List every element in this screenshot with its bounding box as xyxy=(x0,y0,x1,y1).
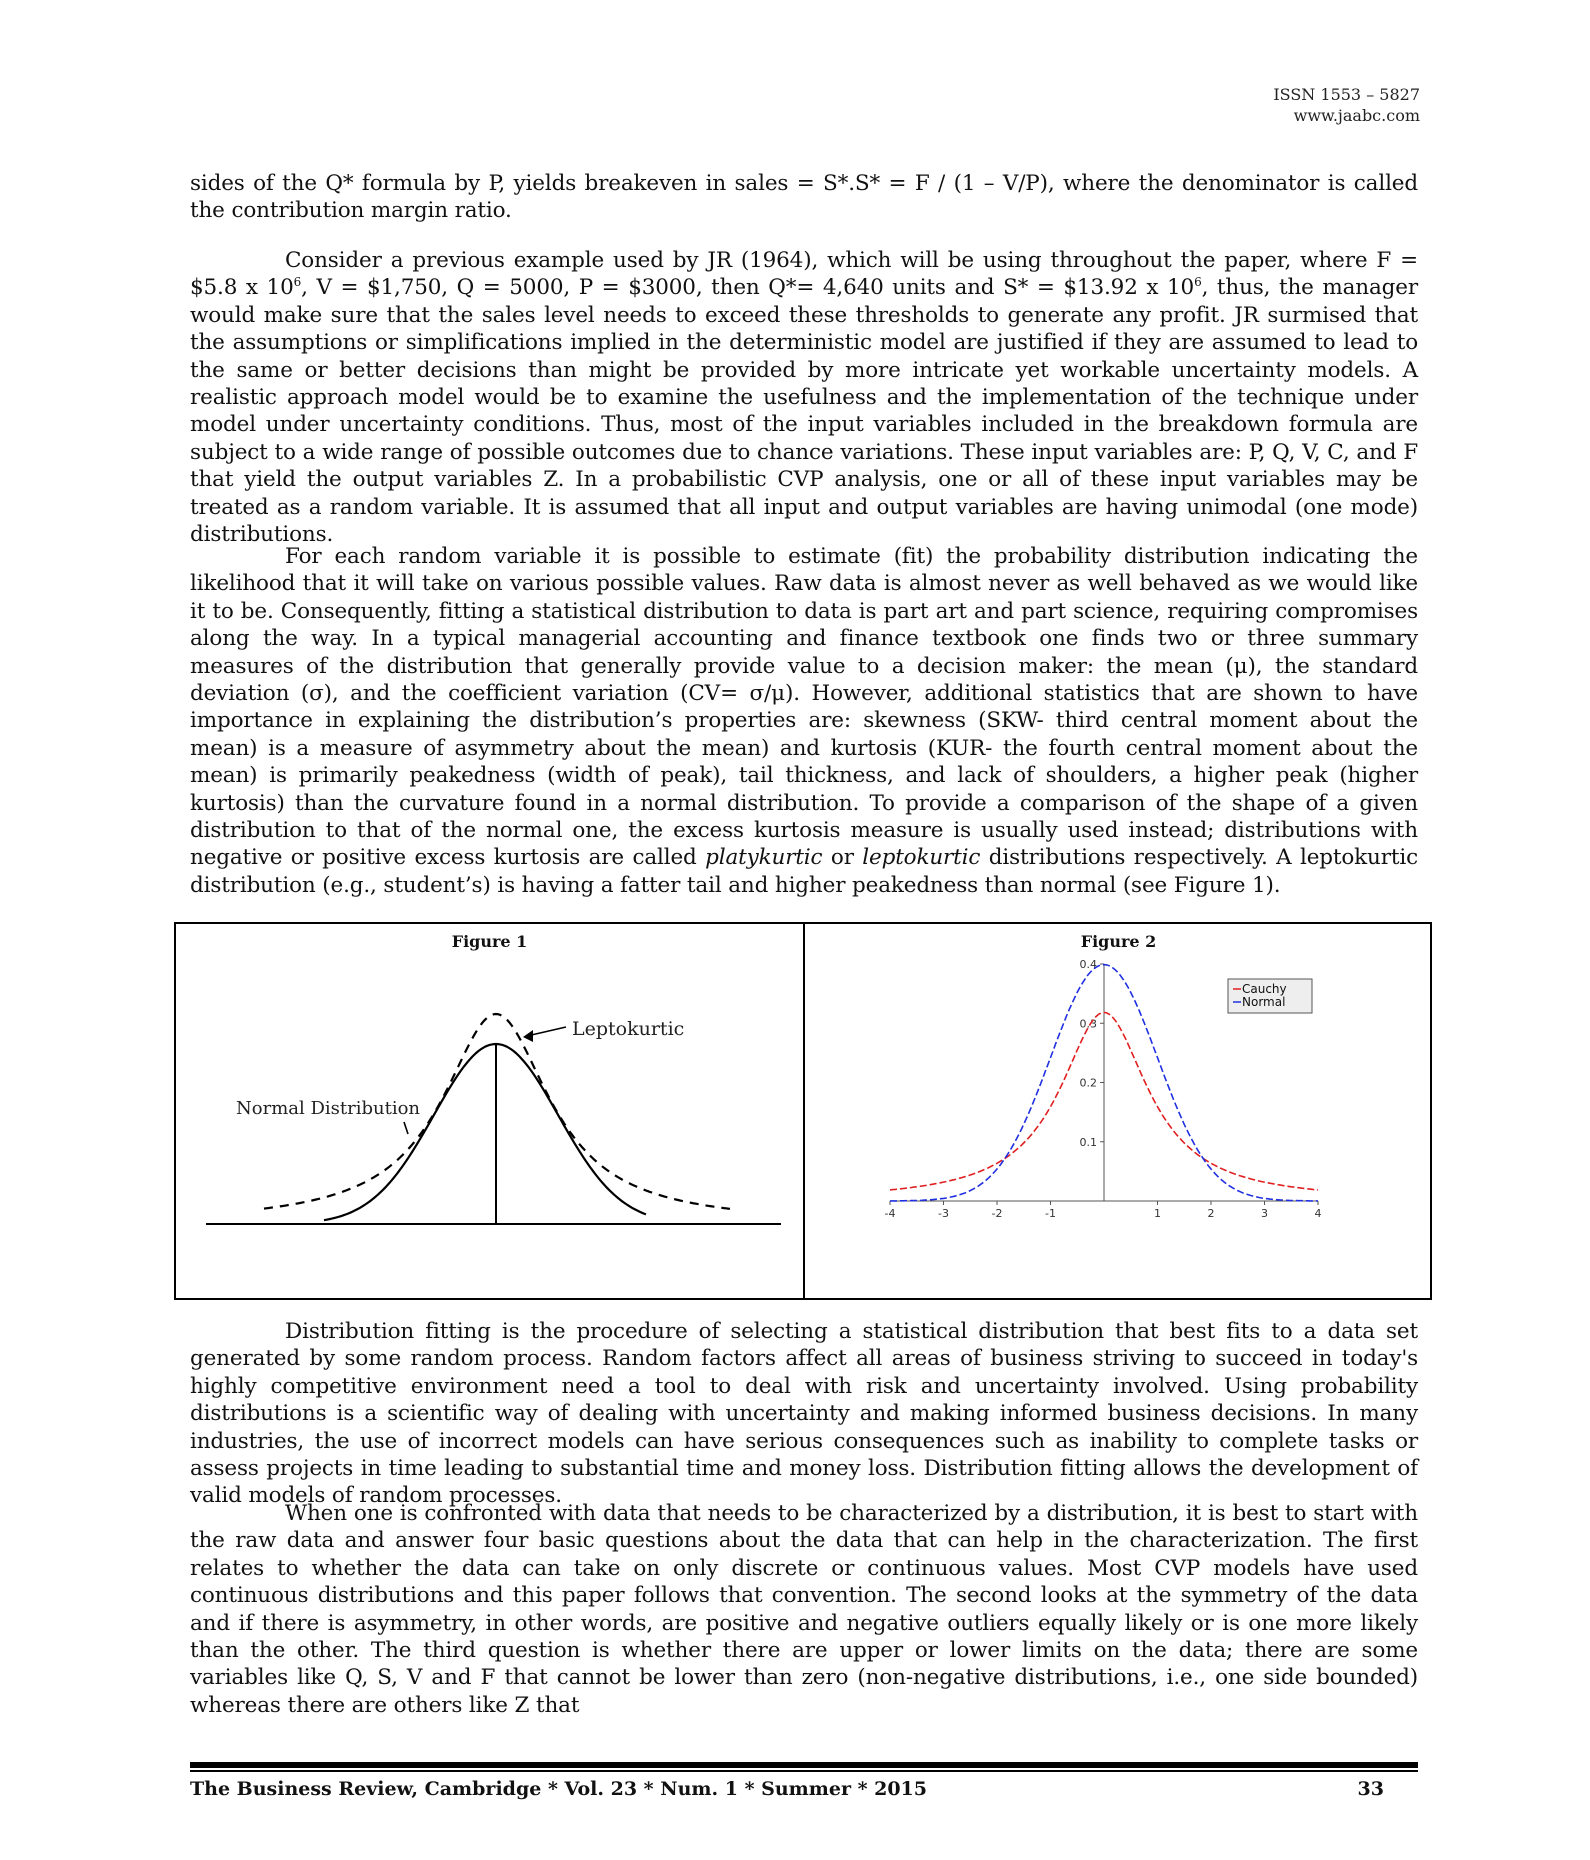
figure-1-diagram xyxy=(176,924,803,1298)
journal-citation: The Business Review, Cambridge * Vol. 23 * Num. 1 * Summer * 2015 xyxy=(190,1778,928,1800)
paragraph-1: sides of the Q* formula by P, yields breakeven in sales = S*.S* = F / (1 – V/P), where the denominator is called the contribution margin ratio. xyxy=(190,171,1418,224)
footer-rule-thick xyxy=(190,1762,1418,1768)
y-tick-label: 0.2 xyxy=(1079,1076,1097,1090)
y-tick-label: 0.3 xyxy=(1079,1017,1097,1031)
figure-1-title: Figure 1 xyxy=(451,932,528,951)
figure-2-title: Figure 2 xyxy=(1080,932,1157,951)
issn-number: ISSN 1553 – 5827 xyxy=(1273,85,1420,104)
y-tick-label: 0.1 xyxy=(1079,1135,1097,1149)
chart-legend xyxy=(1228,979,1312,1013)
x-tick-label: -4 xyxy=(884,1207,896,1220)
x-tick-label: 1 xyxy=(1154,1207,1161,1220)
figures-box xyxy=(174,922,1432,1300)
figure-1-panel xyxy=(176,924,805,1298)
normal-label-pointer xyxy=(404,1122,408,1134)
x-tick-label: 2 xyxy=(1207,1207,1215,1220)
normal-distribution-label: Normal Distribution xyxy=(236,1098,421,1119)
paragraph-2: Consider a previous example used by JR (1964), which will be using throughout the paper, where F = $5.8 x $10^6$, V = $1,750, Q = 5000, P = $3000, then Q*= 4,640 units and S* = $13.92 x $10^6$, thus, the manager would make sure that the sales level needs to exceed these thresholds to generate any profit. JR surmised that the assumptions or simplifications implied in the deterministic model are justified if they are assumed to lead to the same or better decisions than might be provided by more intricate yet workable uncertainty models. A realistic approach model would be to examine the usefulness and the implementation of the technique under model under uncertainty conditions. Thus, most of the input variables included in the breakdown formula are subject to a wide range of possible outcomes due to chance variations. These input variables are: P, Q, V, C, and F that yield the output variables Z. In a probabilistic CVP analysis, one or all of these input variables may be treated as a random variable. It is assumed that all input and output variables are having unimodal (one mode) distributions. xyxy=(190,248,1418,548)
page-footer xyxy=(190,1778,1418,1800)
footer-rule-thin xyxy=(190,1770,1418,1772)
y-tick-label: 0.4 xyxy=(1079,958,1097,971)
paragraph-3: For each random variable it is possible to estimate (fit) the probability distribution indicating the likelihood that it will take on various possible values. Raw data is almost never as well behaved as we would like it to be. Consequently, fitting a statistical distribution to data is part art and part science, requiring compromises along the way. In a typical managerial accounting and finance textbook one finds two or three summary measures of the distribution that generally provide value to a decision maker: the mean (μ), the standard deviation (σ), and the coefficient variation (CV= σ/μ). However, additional statistics that are shown to have importance in explaining the distribution’s properties are: skewness (SKW- third central moment about the mean) is a measure of asymmetry about the mean) and kurtosis (KUR- the fourth central moment about the mean) is primarily peakedness (width of peak), tail thickness, and lack of shoulders, a higher peak (higher kurtosis) than the curvature found in a normal distribution. To provide a comparison of the shape of a given distribution to that of the normal one, the excess kurtosis measure is usually used instead; distributions with negative or positive excess kurtosis are called platykurtic or leptokurtic distributions respectively. A leptokurtic distribution (e.g., student’s) is having a fatter tail and higher peakedness than normal (see Figure 1). xyxy=(190,544,1418,898)
page-number: 33 xyxy=(1357,1778,1384,1800)
legend-normal-label: Normal xyxy=(1242,995,1286,1009)
leptokurtic-label: Leptokurtic xyxy=(572,1018,685,1040)
x-tick-label: -3 xyxy=(938,1207,949,1220)
legend-cauchy-label: Cauchy xyxy=(1242,982,1287,996)
issn-header xyxy=(1273,84,1420,126)
journal-website: www.jaabc.com xyxy=(1293,106,1420,125)
figure-2-chart xyxy=(805,924,1430,1298)
x-tick-label: 3 xyxy=(1261,1207,1268,1220)
paragraph-5: When one is confronted with data that needs to be characterized by a distribution, it is best to start with the raw data and answer four basic questions about the data that can help in the characterization. The first relates to whether the data can take on only discrete or continuous values. Most CVP models have used continuous distributions and this paper follows that convention. The second looks at the symmetry of the data and if there is asymmetry, in other words, are positive and negative outliers equally likely or is one more likely than the other. The third question is whether there are upper or lower limits on the data; there are some variables like Q, S, V and F that cannot be lower than zero (non-negative distributions, i.e., one side bounded) whereas there are others like Z that xyxy=(190,1501,1418,1718)
paragraph-4: Distribution fitting is the procedure of selecting a statistical distribution that best fits to a data set generated by some random process. Random factors affect all areas of business striving to succeed in today's highly competitive environment need a tool to deal with risk and uncertainty involved. Using probability distributions is a scientific way of dealing with uncertainty and making informed business decisions. In many industries, the use of incorrect models can have serious consequences such as inability to complete tasks or assess projects in time leading to substantial time and money loss. Distribution fitting allows the development of valid models of random processes. xyxy=(190,1319,1418,1509)
x-tick-label: -2 xyxy=(991,1207,1003,1220)
figure-2-panel xyxy=(805,924,1432,1298)
arrowhead-icon xyxy=(523,1030,533,1042)
x-tick-label: -1 xyxy=(1045,1207,1056,1220)
normal-distribution-curve xyxy=(324,1044,646,1220)
x-tick-label: 4 xyxy=(1314,1207,1322,1220)
